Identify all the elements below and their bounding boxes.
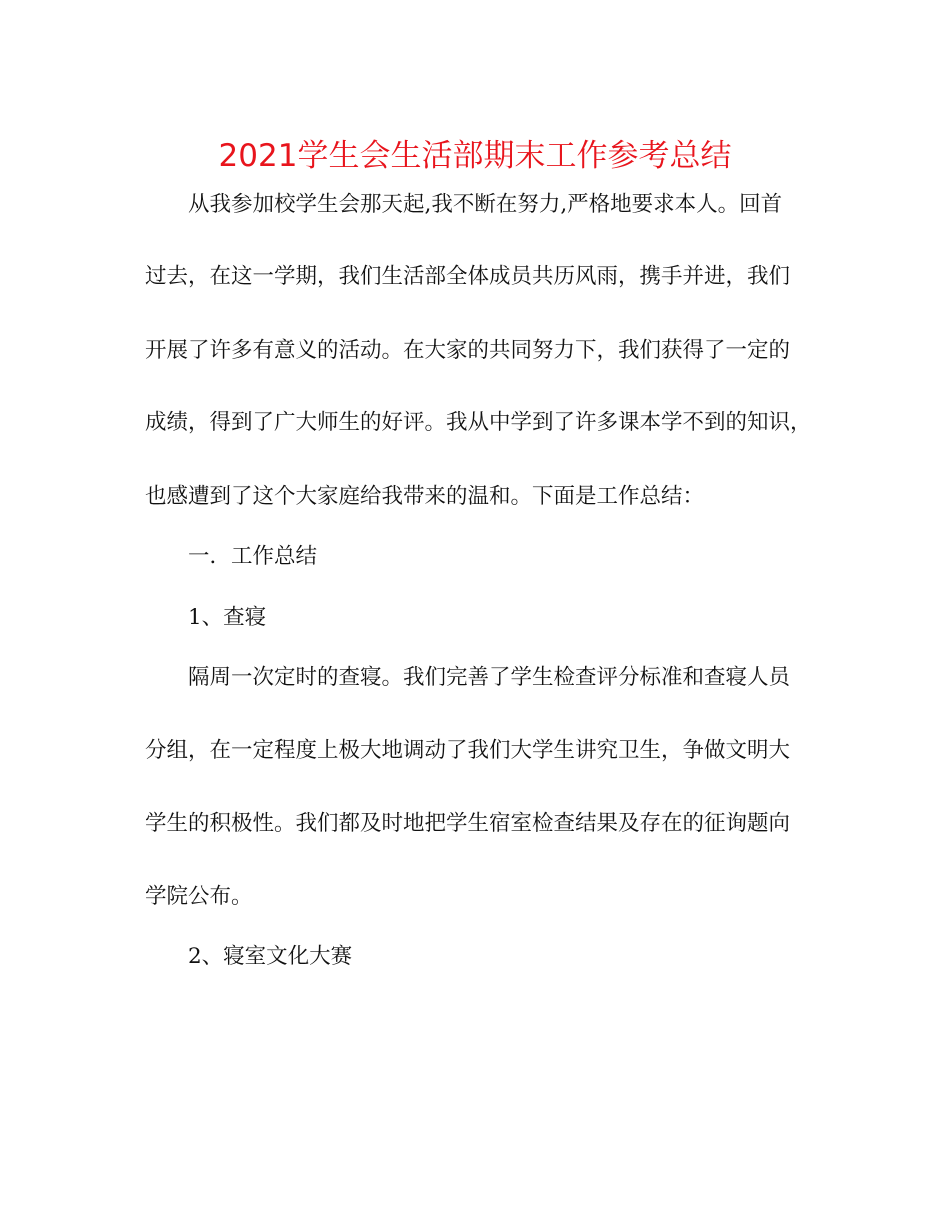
paragraph-line-9: 学院公布。 xyxy=(145,884,253,909)
paragraph-line-2: 过去，在这一学期，我们生活部全体成员共历风雨，携手并进，我们 xyxy=(145,264,791,289)
paragraph-line-7: 分组，在一定程度上极大地调动了我们大学生讲究卫生，争做文明大 xyxy=(145,738,791,763)
section-heading: 一．工作总结 xyxy=(188,544,318,569)
subsection-heading-1: 1、查寝 xyxy=(188,605,267,630)
document-title: 2021学生会生活部期末工作参考总结 xyxy=(218,138,732,174)
paragraph-line-6: 隔周一次定时的查寝。我们完善了学生检查评分标准和查寝人员 xyxy=(188,665,791,690)
paragraph-line-1: 从我参加校学生会那天起,我不断在努力,严格地要求本人。回首 xyxy=(188,192,783,217)
paragraph-line-8: 学生的积极性。我们都及时地把学生宿室检查结果及存在的征询题向 xyxy=(145,811,791,836)
paragraph-line-4: 成绩，得到了广大师生的好评。我从中学到了许多课本学不到的知识， xyxy=(145,410,812,435)
paragraph-line-5: 也感遭到了这个大家庭给我带来的温和。下面是工作总结： xyxy=(145,484,705,509)
paragraph-line-3: 开展了许多有意义的活动。在大家的共同努力下，我们获得了一定的 xyxy=(145,338,791,363)
subsection-heading-2: 2、寝室文化大赛 xyxy=(188,944,353,969)
